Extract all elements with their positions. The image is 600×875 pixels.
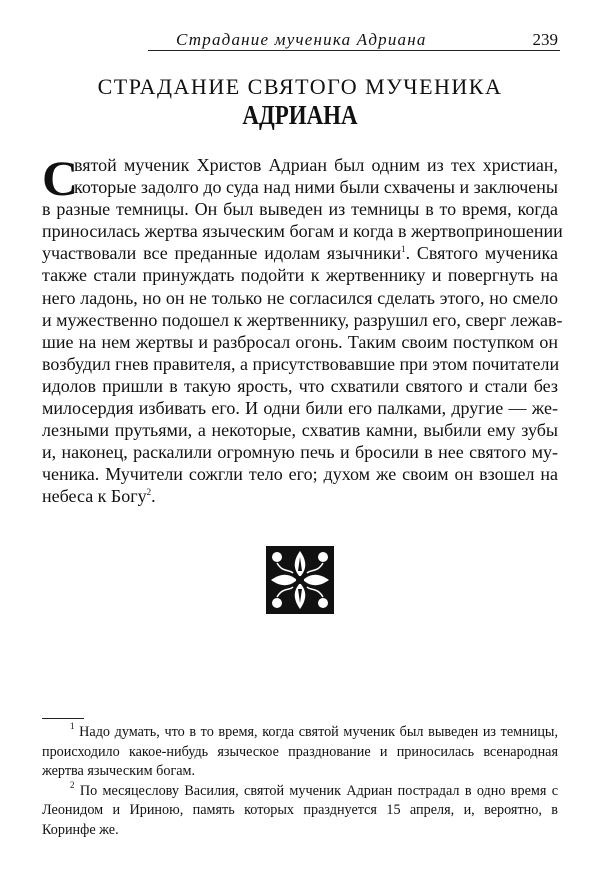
footnote-2-line: Коринфе же. (42, 821, 119, 838)
floral-ornament-icon (263, 543, 337, 617)
page-number: 239 (532, 30, 558, 49)
text-line: которые задолго до суда над ними были схвачены и заключены (74, 177, 558, 198)
text-line: ченика. Мучители сожгли тело его; духом же своим он взошел на (42, 464, 558, 485)
text-line: него ладонь, но он не только не согласился сделать этого, но смело (42, 287, 558, 308)
chapter-title-line1: СТРАДАНИЕ СВЯТОГО МУЧЕНИКА (97, 74, 503, 99)
text-line (42, 485, 558, 507)
text-segment: . Святого мученика (405, 243, 558, 264)
text-segment: По месяцеслову Василия, святой мученик Адриан пострадал в одно время с (79, 782, 559, 799)
text-segment: . (151, 486, 156, 507)
text-line: лезными прутьями, а некоторые, схватив камни, выбили ему зубы (42, 420, 558, 441)
footnote-separator (42, 718, 84, 719)
drop-cap: С (42, 150, 79, 206)
footnote-1-line: жертва языческим богам. (42, 763, 196, 779)
footnote-2-line (42, 779, 559, 802)
text-segment: небеса к Богу (42, 486, 147, 507)
text-line (42, 242, 558, 264)
footnote-1-line: происходило какое-нибудь языческое празднование и приносилась всенародная (42, 743, 558, 760)
text-line: и мужественно подошел к жертвеннику, разрушил его, сверг лежав- (42, 309, 563, 330)
text-line: милосердия избивать его. И одни били его палками, другие — же- (42, 398, 558, 419)
text-line: приносилась жертва языческим богам и когда в жертвоприношении (42, 221, 563, 242)
main-text (42, 150, 563, 508)
text-line: возбудил гнев правителя, а присутствовавшие при этом почитатели (42, 353, 560, 374)
text-line: в разные темницы. Он был выведен из темницы в то время, когда (42, 199, 558, 220)
footnotes (42, 723, 558, 840)
text-line: идолов пришли в такую ярость, что схватили святого и стали без (42, 375, 558, 396)
text-line: также стали принуждать подойти к жертвеннику и повергнуть на (42, 265, 558, 286)
text-segment: Надо думать, что в то время, когда святой мученик был выведен из темницы, (79, 724, 559, 740)
text-line: и, наконец, раскалили огромную печь и бросили в нее святого му- (42, 442, 558, 463)
running-title: Страдание мученика Адриана (176, 30, 427, 49)
text-segment: участвовали все преданные идолам язычники (42, 243, 402, 264)
text-line: шие на нем жертвы и разбросал огонь. Таким своим поступком он (42, 331, 558, 352)
running-header (148, 28, 560, 51)
footnote-ref-2[interactable]: 2 (146, 487, 152, 498)
footnote-number: 2 (70, 779, 75, 790)
footnote-1-line (42, 723, 558, 743)
footnote-ref-1[interactable]: 1 (401, 244, 406, 255)
footnote-number: 1 (70, 721, 75, 731)
chapter-title-name: АДРИАНА (242, 100, 358, 130)
text-line: вятой мученик Христов Адриан был одним из тех христиан, (74, 155, 558, 175)
footnote-2-line: Леонидом и Ириною, память которых празднуется 15 апреля, и, вероятно, в (42, 802, 558, 818)
